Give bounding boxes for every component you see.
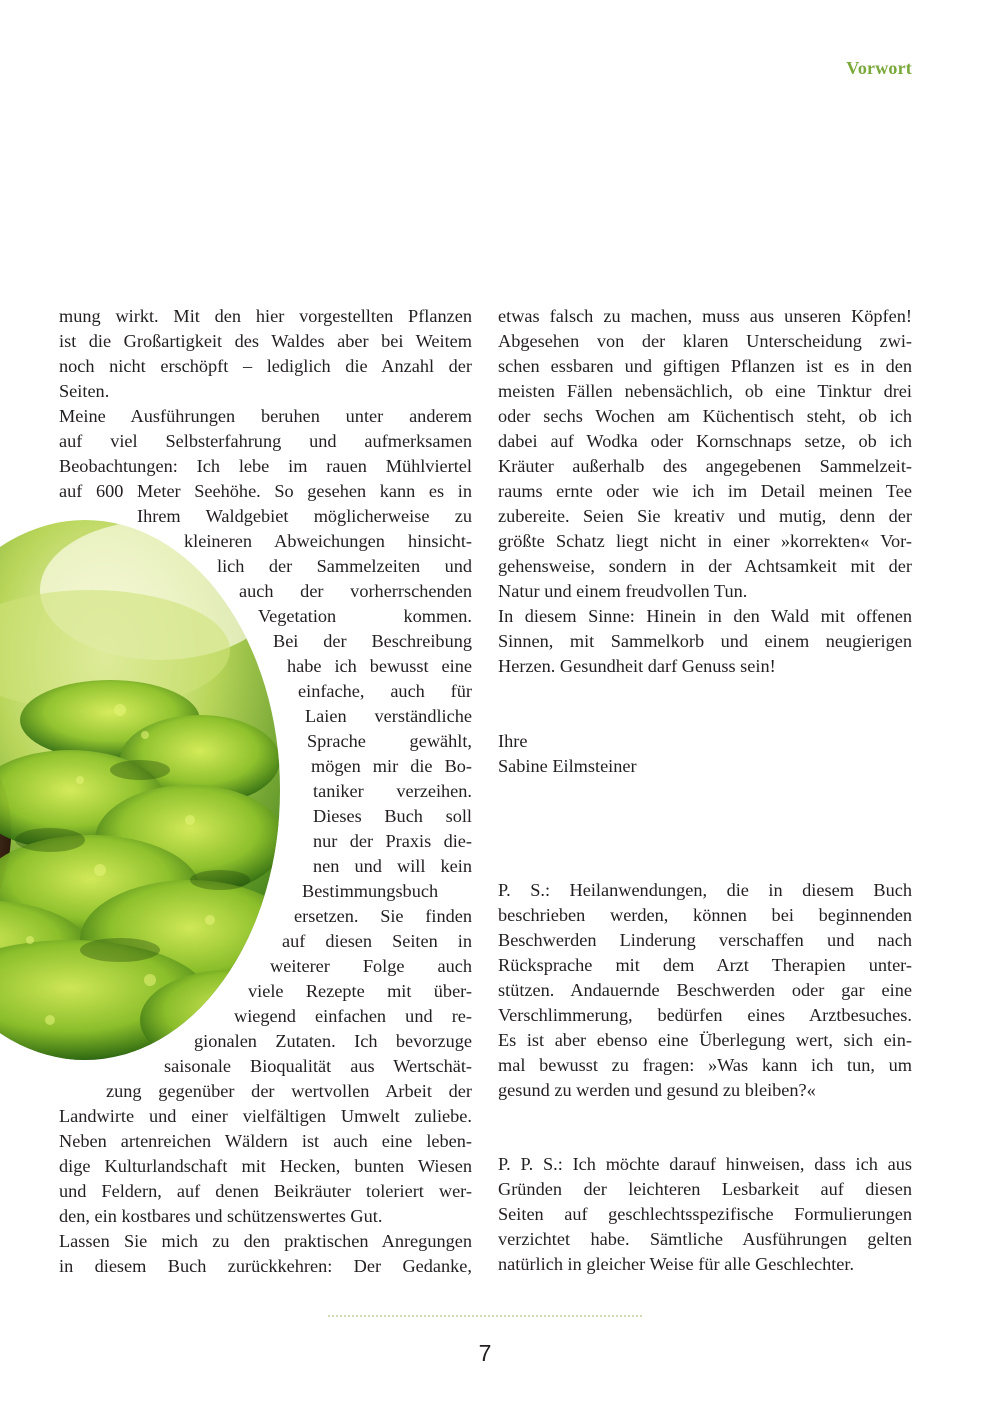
footer-divider [328, 1315, 642, 1317]
text-line: nur der Praxis die- [313, 831, 472, 851]
text-line: auf viel Selbsterfahrung und aufmerksamen [59, 431, 472, 451]
text-line: auf 600 Meter Seehöhe. So gesehen kann es in [59, 481, 472, 501]
text-line: meisten Fällen nebensächlich, ob eine Tinktur drei [498, 381, 912, 401]
pps-line: natürlich in gleicher Weise für alle Geschlechter. [498, 1254, 855, 1274]
text-line: Bei der Beschreibung [273, 631, 472, 651]
signoff-author: Sabine Eilmsteiner [498, 756, 637, 776]
pps-line: Gründen der leichteren Lesbarkeit auf diesen [498, 1179, 912, 1199]
text-line: mögen mir die Bo- [311, 756, 472, 776]
ps-line: mal bewusst zu fragen: »Was kann ich tun, um [498, 1055, 912, 1075]
text-line: lich der Sammelzeiten und [217, 556, 472, 576]
text-line: viele Rezepte mit über- [248, 981, 472, 1001]
text-line: Laien verständliche [305, 706, 472, 726]
text-line: Natur und einem freudvollen Tun. [498, 581, 748, 601]
text-line: größte Schatz liegt nicht in einer »korrekten« Vor- [498, 531, 912, 551]
text-line: oder sechs Wochen am Küchentisch steht, ob ich [498, 406, 912, 426]
moss-illustration [0, 520, 280, 1060]
ps-line: Es ist aber ebenso eine Überlegung wert, sich ein- [498, 1030, 912, 1050]
ps-line: P. S.: Heilanwendungen, die in diesem Buch [498, 880, 912, 900]
text-line: Landwirte und einer vielfältigen Umwelt zuliebe. [59, 1106, 472, 1126]
text-line: dabei auf Wodka oder Kornschnaps setze, ob ich [498, 431, 912, 451]
text-line: Sprache gewählt, [307, 731, 472, 751]
text-line: Neben artenreichen Wäldern ist auch eine leben- [59, 1131, 472, 1151]
text-line: gionalen Zutaten. Ich bevorzuge [194, 1031, 472, 1051]
text-line: raums ernte oder wie ich im Detail meinen Tee [498, 481, 912, 501]
text-line: schen essbaren und giftigen Pflanzen ist es in den [498, 356, 912, 376]
text-line: auch der vorherrschenden [239, 581, 472, 601]
text-line: habe ich bewusst eine [287, 656, 472, 676]
text-line: Lassen Sie mich zu den praktischen Anregungen [59, 1231, 472, 1251]
text-line: In diesem Sinne: Hinein in den Wald mit offenen [498, 606, 912, 626]
text-line: weiterer Folge auch [270, 956, 472, 976]
ps-line: Beschwerden Linderung verschaffen und nach [498, 930, 912, 950]
text-line: Abgesehen von der klaren Unterscheidung zwi- [498, 331, 912, 351]
text-line: mung wirkt. Mit den hier vorgestellten Pflanzen [59, 306, 472, 326]
ps-line: beschrieben werden, können bei beginnenden [498, 905, 912, 925]
ps-line: Rücksprache mit dem Arzt Therapien unter- [498, 955, 912, 975]
text-line: Kräuter außerhalb des angegebenen Sammelzeit- [498, 456, 912, 476]
text-line: Herzen. Gesundheit darf Genuss sein! [498, 656, 776, 676]
text-line: und Feldern, auf denen Beikräuter toleriert wer- [59, 1181, 472, 1201]
ps-line: Verschlimmerung, bedürfen eines Arztbesuches. [498, 1005, 912, 1025]
page-number: 7 [478, 1340, 492, 1366]
text-line: Sinnen, mit Sammelkorb und einem neugierigen [498, 631, 912, 651]
text-line: Bestimmungsbuch [302, 881, 439, 901]
ps-line: gesund zu werden und gesund zu bleiben?« [498, 1080, 816, 1100]
text-line: Meine Ausführungen beruhen unter anderem [59, 406, 472, 426]
text-line: taniker verzeihen. [313, 781, 472, 801]
text-line: etwas falsch zu machen, muss aus unseren Köpfen! [498, 306, 912, 326]
ps-line: stützen. Andauernde Beschwerden oder gar eine [498, 980, 912, 1000]
text-line: noch nicht erschöpft – lediglich die Anzahl der [59, 356, 472, 376]
pps-line: Seiten auf geschlechtsspezifische Formulierungen [498, 1204, 912, 1224]
text-line: zubereite. Seien Sie kreativ und mutig, denn der [498, 506, 912, 526]
text-line: in diesem Buch zurückkehren: Der Gedanke, [59, 1256, 472, 1276]
text-line: wiegend einfachen und re- [234, 1006, 472, 1026]
text-line: kleineren Abweichungen hinsicht- [184, 531, 472, 551]
text-line: nen und will kein [313, 856, 472, 876]
text-line: ist die Großartigkeit des Waldes aber bei Weitem [59, 331, 472, 351]
text-line: Vegetation kommen. [258, 606, 472, 626]
signoff-salutation: Ihre [498, 731, 528, 751]
pps-line: verzichtet habe. Sämtliche Ausführungen gelten [498, 1229, 912, 1249]
text-line: einfache, auch für [298, 681, 472, 701]
text-line: gehensweise, sondern in der Achtsamkeit mit der [498, 556, 912, 576]
text-line: Seiten. [59, 381, 110, 401]
text-line: Beobachtungen: Ich lebe im rauen Mühlviertel [59, 456, 472, 476]
text-line: dige Kulturlandschaft mit Hecken, bunten Wiesen [59, 1156, 472, 1176]
text-line: Dieses Buch soll [313, 806, 472, 826]
text-line: ersetzen. Sie finden [294, 906, 472, 926]
text-line: saisonale Bioqualität aus Wertschät- [164, 1056, 472, 1076]
text-line: zung gegenüber der wertvollen Arbeit der [106, 1081, 472, 1101]
running-head: Vorwort [846, 58, 912, 78]
moss-photo [0, 520, 280, 1060]
text-line: den, ein kostbares und schützenswertes Gut. [59, 1206, 383, 1226]
text-line: auf diesen Seiten in [282, 931, 472, 951]
text-line: Ihrem Waldgebiet möglicherweise zu [137, 506, 472, 526]
pps-line: P. P. S.: Ich möchte darauf hinweisen, dass ich aus [498, 1154, 912, 1174]
